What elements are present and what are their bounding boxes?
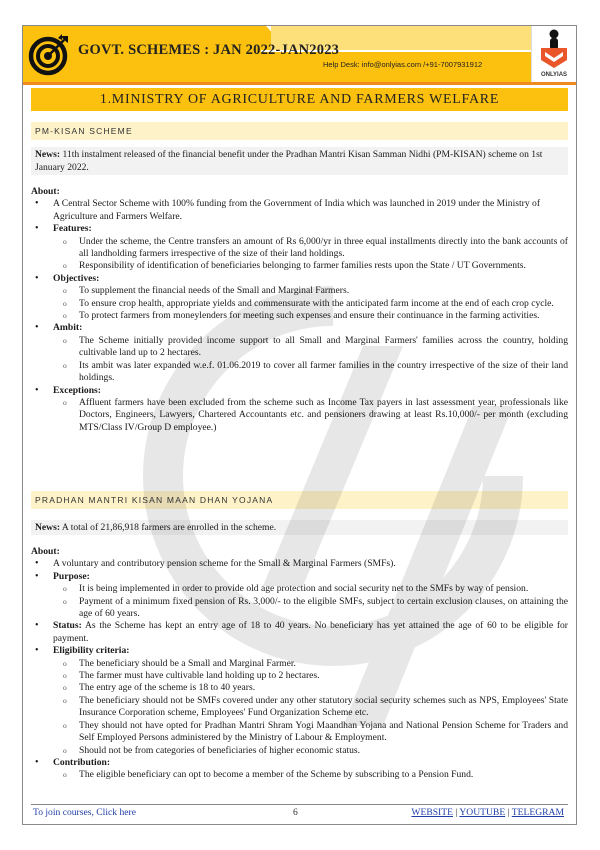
sub-list-item: o The Scheme initially provided income support to all Small and Marginal Farmers' families across the country, holding cultivable land up to 2 hectares.: [53, 335, 568, 360]
telegram-link[interactable]: TELEGRAM: [511, 807, 564, 818]
list-item: • A Central Sector Scheme with 100% funding from the Government of India which was launched in 2019 under the Ministry of Agriculture and Farmers Welfare.: [31, 198, 568, 223]
website-link[interactable]: WEBSITE: [411, 807, 453, 818]
sub-list-item: o Responsibility of identification of beneficiaries belonging to farmer families rests upon the State / UT Governments.: [53, 260, 568, 272]
page-header: [23, 26, 576, 82]
sub-list-item: o Payment of a minimum fixed pension of Rs. 3,000/- to the eligible SMFs, subject to certain exclusion clauses, on attaining the age of 60 years.: [53, 596, 568, 621]
logo-icon: [532, 26, 576, 82]
footer-links: [411, 807, 564, 819]
sub-list-item: o The farmer must have cultivable land holding up to 2 hectares.: [53, 670, 568, 682]
news-box-pm-kisan: [31, 147, 568, 175]
list-item-features: • Features: o Under the scheme, the Centre transfers an amount of Rs 6,000/yr in three equal installments directly into the bank accounts of all landholding farmers irrespective of the size of their land holdings. o Responsibility of identification of beneficiaries belonging to farmer families rests upon the State / UT Governments.: [31, 223, 568, 273]
help-desk-contact: Help Desk: info@onlyias.com /+91-7007931912: [323, 60, 483, 69]
sub-list-item: o The beneficiary should not be SMFs covered under any other statutory social security schemes such as NPS, Employees' State Insurance Corporation scheme, Employees' Fund Organization Scheme etc.: [53, 695, 568, 720]
sub-list-item: o Its ambit was later expanded w.e.f. 01.06.2019 to cover all farmer families in the country irrespective of the size of their land holdings.: [53, 360, 568, 385]
sub-list-item: o Affluent farmers have been excluded from the scheme such as Income Tax payers in last assessment year, professionals like Doctors, Engineers, Lawyers, Chartered Accountants etc. and pensioners drawing at least Rs.10,000/- per month (excluding MTS/Class IV/Group D employee.): [53, 397, 568, 434]
list-item-purpose: • Purpose: o It is being implemented in order to provide old age protection and social security net to the SMFs by way of pension. o Payment of a minimum fixed pension of Rs. 3,000/- to the eligible SMFs, subject to certain exclusion clauses, on attaining the age of 60 years.: [31, 571, 568, 621]
sub-list-item: o It is being implemented in order to provide old age protection and social security net to the SMFs by way of pension.: [53, 583, 568, 595]
header-accent-line: [23, 82, 576, 85]
list-item-status: • Status: As the Scheme has kept an entry age of 18 to 40 years. No beneficiary has yet attained the age of 60 to be eligible for payment.: [31, 620, 568, 645]
list-item-eligibility: • Eligibility criteria: o The beneficiary should be a Small and Marginal Farmer. o The farmer must have cultivable land holding up to 2 hectares. o The entry age of the scheme is 18 to 40 years. o The beneficiary should not be SMFs covered under any other statutory social security schemes such as NPS, Employees' State Insurance Corporation scheme, Employees' Fund Organization Scheme etc. o They should not have opted for Pradhan Mantri Shram Yogi Maandhan Yojana and National Pension Scheme for Traders and Self Employed Persons administered by the Ministry of Labour & Employment. o Should not be from categories of beneficiaries of higher economic status.: [31, 645, 568, 757]
join-courses-link[interactable]: To join courses, Click here: [33, 807, 136, 818]
sub-list-item: o To protect farmers from moneylenders for meeting such expenses and ensure their continuance in the farming activities.: [53, 310, 568, 322]
list-item-ambit: • Ambit: o The Scheme initially provided income support to all Small and Marginal Farmers' families across the country, holding cultivable land up to 2 hectares. o Its ambit was later expanded w.e.f. 01.06.2019 to cover all farmer families in the country irrespective of the size of their land holdings.: [31, 322, 568, 384]
sub-list-item: o To ensure crop health, appropriate yields and commensurate with the anticipated farm income at the end of each crop cycle.: [53, 298, 568, 310]
sub-list-item: o To supplement the financial needs of the Small and Marginal Farmers.: [53, 285, 568, 297]
news-text: A total of 21,86,918 farmers are enrolled in the scheme.: [61, 522, 277, 533]
about-label: About:: [31, 546, 60, 557]
ministry-title: 1.MINISTRY OF AGRICULTURE AND FARMERS WELFARE: [31, 88, 568, 111]
youtube-link[interactable]: YOUTUBE: [459, 807, 506, 818]
list-item-contribution: • Contribution: o The eligible beneficiary can opt to become a member of the Scheme by subscribing to a Pension Fund.: [31, 757, 568, 782]
about-label: About:: [31, 186, 60, 197]
about-block-pm-kisan: [31, 186, 568, 434]
link-separator: |: [507, 807, 510, 818]
about-list: [31, 198, 568, 434]
news-box-pm-kmy: [31, 520, 568, 535]
sub-list-item: o Should not be from categories of beneficiaries of higher economic status.: [53, 745, 568, 757]
news-label: News:: [35, 149, 61, 160]
target-icon: [28, 32, 72, 76]
list-item-exceptions: • Exceptions: o Affluent farmers have been excluded from the scheme such as Income Tax payers in last assessment year, professionals like Doctors, Engineers, Lawyers, Chartered Accountants etc. and pensioners drawing at least Rs.10,000/- per month (excluding MTS/Class IV/Group D employee.): [31, 385, 568, 435]
sub-list-item: o Under the scheme, the Centre transfers an amount of Rs 6,000/yr in three equal installments directly into the bank accounts of all landholding farmers irrespective of the size of their land holdings.: [53, 236, 568, 261]
news-text: 11th instalment released of the financial benefit under the Pradhan Mantri Kisan Samman Nidhi (PM-KISAN) scheme on 1st January 2022.: [35, 149, 543, 173]
page-number: 6: [293, 807, 298, 818]
sub-list-item: o The eligible beneficiary can opt to become a member of the Scheme by subscribing to a Pension Fund.: [53, 769, 568, 781]
sub-list-item: o They should not have opted for Pradhan Mantri Shram Yogi Maandhan Yojana and National Pension Scheme for Traders and Self Employed Persons administered by the Ministry of Labour & Employment.: [53, 720, 568, 745]
section-title-pm-kmy: PRADHAN MANTRI KISAN MAAN DHAN YOJANA: [31, 491, 568, 509]
document-page: [22, 25, 577, 825]
list-item-objectives: • Objectives: o To supplement the financial needs of the Small and Marginal Farmers. o To ensure crop health, appropriate yields and commensurate with the anticipated farm income at the end of each crop cycle. o To protect farmers from moneylenders for meeting such expenses and ensure their continuance in the farming activities.: [31, 273, 568, 323]
footer-divider: [31, 804, 568, 805]
link-separator: |: [455, 807, 458, 818]
list-item: • A voluntary and contributory pension scheme for the Small & Marginal Farmers (SMFs).: [31, 558, 568, 570]
about-list: [31, 558, 568, 781]
header-title: GOVT. SCHEMES : JAN 2022-JAN2023: [78, 42, 340, 58]
sub-list-item: o The beneficiary should be a Small and Marginal Farmer.: [53, 658, 568, 670]
about-block-pm-kmy: [31, 546, 568, 782]
svg-text:ONLYIAS: ONLYIAS: [540, 72, 568, 78]
onlyias-logo: [531, 26, 576, 82]
sub-list-item: o The entry age of the scheme is 18 to 40 years.: [53, 682, 568, 694]
section-title-pm-kisan: PM-KISAN SCHEME: [31, 122, 568, 140]
news-label: News:: [35, 522, 61, 533]
